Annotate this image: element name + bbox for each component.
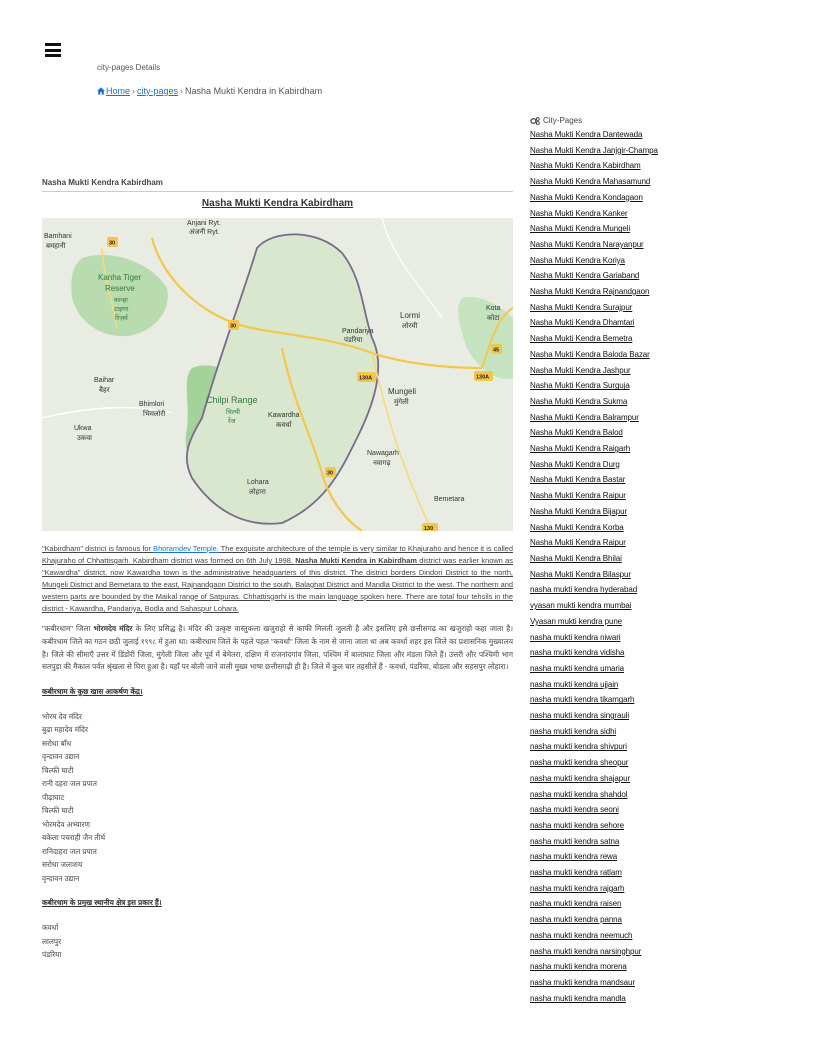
hindi-description: "कबीरधाम" जिला भोरमदेव मंदिर के लिए प्रसिद्ध है। मंदिर की उत्कृष्ट वास्तुकला खजुराहो से काफी मिलती जुलती है और इसलिए इसे छत्तीसगढ़ का खजुराहो कहा जाता है। कबीरधाम जिले का गठन छठी जुलाई १९९८ में हुआ था। कबीरधाम जिले के पहले पहल "कवर्धा" जिला के नाम से जाना जाता था अब कवर्धा शहर इस जिले का प्रशासनिक मुख्यालय है। जिले की सीमाएँ उत्तर में डिंडोरी जिला, मुंगेली जिला और पूर्व में बेमेतरा, दक्षिण में राजनांदगांव जिला, पश्चिम में बालाघाट जिला और मंडला जिले हैं। उत्तरी और पश्चिमी भाग सतपुड़ा की मैकाल पर्वत श्रृंखला से घिरा हुआ है। यहाँ पर बोली जाने वाली मुख्य भाषा छत्तीसगढ़ी ही है। जिले में कुल चार तहसीलें हैं - कवर्धा, पंडरिया, बोडला और सहसपुर लोहारा।	[42, 624, 514, 672]
sidebar-link[interactable]: Nasha Mukti Kendra Korba	[530, 522, 624, 532]
sidebar-link[interactable]: nasha mukti kendra neemuch	[530, 930, 633, 940]
map-label: Bhimlori	[139, 401, 165, 408]
sidebar-link[interactable]: Nasha Mukti Kendra Durg	[530, 459, 620, 469]
map-label: रिज़र्व	[115, 315, 128, 322]
map-label: Kanha Tiger	[98, 273, 142, 282]
attractions-heading: कबीरधाम के कुछ खास आकर्षण केंद्र।	[42, 686, 143, 696]
sidebar-link[interactable]: nasha mukti kendra umaria	[530, 663, 624, 673]
sidebar-link[interactable]: Nasha Mukti Kendra Bastar	[530, 475, 626, 485]
sidebar-link[interactable]: Nasha Mukti Kendra Raipur	[530, 491, 626, 501]
sidebar-link[interactable]: Nasha Mukti Kendra Mungeli	[530, 224, 631, 234]
map-label: Kawardha	[268, 412, 300, 419]
sidebar-link[interactable]: Nasha Mukti Kendra Narayanpur	[530, 239, 644, 249]
english-description: "Kabirdham" district is famous for Bhoramdev Temple. The exquisite architecture of the temple is very similar to Khajuraho and hence it is called Khajuraho of Chhattisgarh. Kabirdham district was formed on 6th July 1998. Nasha Mukti Kendra in Kabirdham district was earlier known as "Kawardha" district, now Kawardha town is the administrative headquarters of this district. The district borders Dindori District to the north, Mungeli District and Bemetara to the east, Rajnandgaon District to the south, Balaghat District and Mandla District to the west. The northern and western parts are bounded by the Maikal range of Satpuras. Chhattisgarhi is the main language spoken here. There are total four tehsils in the district - Kawardha, Pandariya, Bodla and Sahaspur Lohara.	[42, 544, 513, 613]
sidebar-link[interactable]: Nasha Mukti Kendra Rajnandgaon	[530, 287, 650, 297]
sidebar-link[interactable]: Nasha Mukti Kendra Dhamtari	[530, 318, 635, 328]
sidebar-link[interactable]: nasha mukti kendra narsinghpur	[530, 946, 642, 956]
map-label: Bemetara	[434, 496, 465, 503]
road-marker: 130	[424, 526, 434, 531]
article-title: Nasha Mukti Kendra Kabirdham	[201, 198, 354, 209]
map-label: Chilpi Range	[206, 395, 258, 405]
sidebar-link[interactable]: Nasha Mukti Kendra Kondagaon	[530, 192, 643, 202]
area-item: कवर्धा	[42, 923, 59, 933]
sidebar-link[interactable]: Nasha Mukti Kendra Raipur	[530, 538, 626, 548]
sidebar-link[interactable]: nasha mukti kendra ujjain	[530, 679, 619, 689]
breadcrumb-section-link[interactable]: city-pages	[137, 86, 179, 96]
map-label: बैहर	[99, 387, 110, 394]
map-label: कान्हा	[114, 297, 128, 304]
sidebar-link[interactable]: nasha mukti kendra vidisha	[530, 648, 625, 658]
attraction-item: बुढा महादेव मंदिर	[42, 725, 88, 735]
sidebar-link[interactable]: Nasha Mukti Kendra Baloda Bazar	[530, 349, 650, 359]
attraction-item: चिल्फी घाटी	[42, 765, 74, 775]
map-label: Lohara	[247, 479, 269, 486]
map-label: Baihar	[94, 377, 115, 384]
road-marker: 30	[230, 323, 237, 330]
sidebar-title: City-Pages	[530, 116, 730, 125]
sidebar-link[interactable]: nasha mukti kendra singrauli	[530, 711, 630, 721]
map-label: कवर्धा	[276, 422, 292, 429]
attraction-item: सरोधा बाँध	[42, 738, 72, 748]
attraction-item: पीढ़ाघाट	[42, 792, 65, 802]
breadcrumb-current: Nasha Mukti Kendra in Kabirdham	[185, 86, 323, 96]
sidebar-link[interactable]: nasha mukti kendra ratlam	[530, 868, 622, 878]
sidebar-link[interactable]: nasha mukti kendra raisen	[530, 899, 622, 909]
attraction-item: रानिदाहरा जल प्रपात	[42, 846, 97, 856]
map-label: अंजनी Ryt.	[189, 229, 220, 236]
sidebar-link[interactable]: Nasha Mukti Kendra Kabirdham	[530, 161, 641, 171]
attraction-item: भोरमदेव अभ्यारण	[42, 819, 90, 829]
attraction-item: रानी दहरा जल प्रपात	[42, 779, 97, 789]
sidebar-link[interactable]: nasha mukti kendra sehore	[530, 820, 625, 830]
sidebar-link[interactable]: Nasha Mukti Kendra Bijapur	[530, 506, 628, 516]
sidebar-link[interactable]: nasha mukti kendra sidhi	[530, 726, 617, 736]
map-label: चिल्पी	[226, 409, 240, 416]
map-label: Reserve	[105, 284, 135, 293]
sidebar-link[interactable]: nasha mukti kendra mandsaur	[530, 977, 635, 987]
sidebar-link[interactable]: nasha mukti kendra sheopur	[530, 758, 629, 768]
map-label: Ukwa	[74, 425, 92, 432]
sidebar-link[interactable]: Nasha Mukti Kendra Mahasamund	[530, 177, 651, 187]
map-label: नवागढ़	[373, 460, 391, 467]
sidebar	[530, 116, 730, 1006]
sidebar-link[interactable]: Nasha Mukti Kendra Bhilai	[530, 553, 622, 563]
breadcrumb-home-link[interactable]: Home	[106, 86, 131, 96]
sidebar-link[interactable]: Nasha Mukti Kendra Sukma	[530, 396, 628, 406]
sidebar-link[interactable]: Nasha Mukti Kendra Kanker	[530, 208, 628, 218]
map-label: लोहारा	[249, 489, 266, 496]
map-graphic	[42, 218, 513, 531]
map-label: Lormi	[400, 311, 421, 320]
sidebar-link[interactable]: nasha mukti kendra rajgarh	[530, 883, 625, 893]
area-item: पंडरिया	[42, 950, 62, 960]
breadcrumb: Home › city-pages › Nasha Mukti Kendra in Kabirdham	[97, 86, 322, 96]
map-label: टाइगर	[114, 306, 129, 313]
sidebar-link[interactable]: nasha mukti kendra satna	[530, 836, 620, 846]
page-subtitle: city-pages Details	[97, 63, 161, 72]
sidebar-link[interactable]: nasha mukti kendra shivpuri	[530, 742, 627, 752]
map-label: Mungeli	[388, 387, 417, 396]
road-marker: 30	[327, 470, 334, 477]
sidebar-link[interactable]: Nasha Mukti Kendra Raigarh	[530, 444, 631, 454]
sidebar-link[interactable]: nasha mukti kendra seoni	[530, 805, 619, 815]
attraction-item: बकेला पचराही जैन तीर्थ	[42, 833, 106, 843]
attraction-item: भोरम देव मंदिर	[42, 711, 82, 721]
road-marker: 130A	[359, 375, 373, 382]
sidebar-link[interactable]: Nasha Mukti Kendra Janjgir-Champa	[530, 145, 658, 155]
areas-heading: कबीरधाम के प्रमुख स्थानीय क्षेत्र इस प्रकार हैं।	[42, 898, 162, 908]
sidebar-link[interactable]: nasha mukti kendra shahdol	[530, 789, 628, 799]
sidebar-link[interactable]: Vyasan mukti kendra pune	[530, 616, 623, 626]
map-label: Nawagarh	[367, 450, 399, 457]
map-label: उकवा	[77, 435, 92, 442]
map-label: बमहानी	[46, 243, 66, 250]
map-label: लोरमी	[402, 323, 418, 330]
attraction-item: चिल्फी घाटी	[42, 806, 74, 816]
map-label: रेंज	[228, 418, 236, 425]
gears-icon	[530, 117, 540, 125]
sidebar-link[interactable]: Nasha Mukti Kendra Balrampur	[530, 412, 639, 422]
attraction-item: वृन्दावन उद्यान	[42, 752, 80, 762]
sidebar-link[interactable]: Nasha Mukti Kendra Dantewada	[530, 130, 643, 139]
sidebar-link[interactable]: Nasha Mukti Kendra Jashpur	[530, 365, 631, 375]
attractions-list	[42, 710, 513, 886]
district-map	[42, 218, 513, 531]
road-marker: 45	[493, 347, 500, 354]
attraction-item: सरोधा जलाशय	[42, 860, 83, 870]
map-label: भिमलोरी	[143, 411, 166, 418]
sidebar-link[interactable]: Nasha Mukti Kendra Koriya	[530, 255, 625, 265]
sidebar-link[interactable]: nasha mukti kendra niwari	[530, 632, 621, 642]
home-icon	[97, 87, 105, 95]
sidebar-link[interactable]: Nasha Mukti Kendra Balod	[530, 428, 623, 438]
road-marker: 130A	[476, 374, 490, 381]
sidebar-link[interactable]: nasha mukti kendra panna	[530, 915, 622, 925]
section-heading: Nasha Mukti Kendra Kabirdham	[42, 178, 513, 192]
map-label: कोटा	[487, 315, 500, 322]
map-label: Pandariya	[342, 328, 374, 335]
map-label: Anjani Ryt.	[187, 220, 221, 227]
sidebar-links	[530, 127, 730, 1006]
sidebar-link[interactable]: Nasha Mukti Kendra Surguja	[530, 381, 630, 391]
attraction-item: वृन्दावन उद्यान	[42, 873, 80, 883]
map-label: पंडरिया	[344, 337, 363, 344]
sidebar-link[interactable]: Nasha Mukti Kendra Bemetra	[530, 334, 633, 344]
map-label: Bamhani	[44, 233, 72, 240]
map-label: मुंगेली	[394, 399, 409, 406]
sidebar-link[interactable]: Nasha Mukti Kendra Bilaspur	[530, 569, 631, 579]
bhoramdev-temple-link[interactable]: Bhoramdev Temple.	[153, 544, 219, 553]
area-item: लालपुर	[42, 936, 62, 946]
sidebar-link[interactable]: nasha mukti kendra morena	[530, 962, 627, 972]
sidebar-link[interactable]: nasha mukti kendra rewa	[530, 852, 618, 862]
main-content	[42, 178, 513, 962]
road-marker: 30	[109, 240, 116, 247]
map-label: Kota	[486, 305, 501, 312]
sidebar-link[interactable]: nasha mukti kendra hyderabad	[530, 585, 638, 595]
sidebar-link[interactable]: nasha mukti kendra shajapur	[530, 773, 631, 783]
sidebar-link[interactable]: Nasha Mukti Kendra Gariaband	[530, 271, 640, 281]
sidebar-link[interactable]: Nasha Mukti Kendra Surajpur	[530, 302, 633, 312]
sidebar-link[interactable]: vyasan mukti kendra mumbai	[530, 601, 632, 611]
sidebar-link[interactable]: nasha mukti kendra tikamgarh	[530, 695, 635, 705]
menu-icon[interactable]	[45, 43, 61, 57]
areas-list	[42, 921, 513, 962]
sidebar-link[interactable]: nasha mukti kendra mandla	[530, 993, 626, 1003]
